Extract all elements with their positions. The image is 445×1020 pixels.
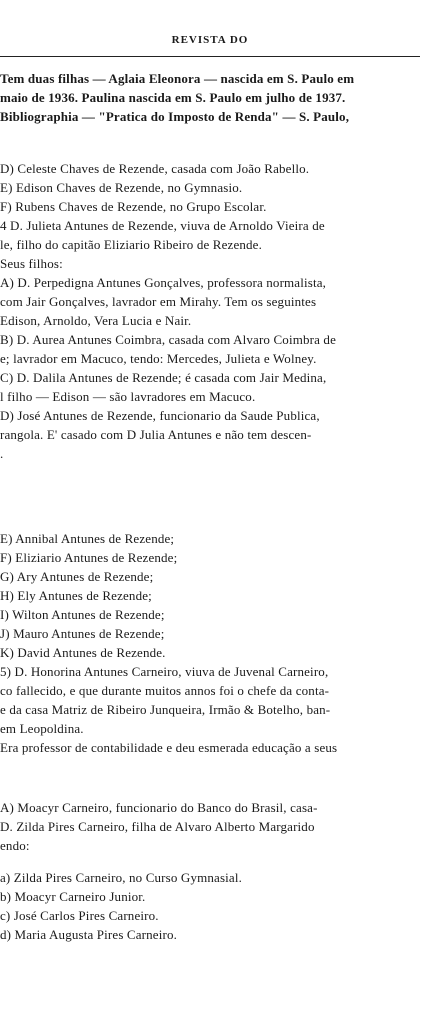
text-line: 4 D. Julieta Antunes de Rezende, viuva de Arnoldo Vieira de bbox=[0, 218, 325, 233]
text-line: A) D. Perpedigna Antunes Gonçalves, professora normalista, bbox=[0, 275, 327, 290]
paragraph-daughters bbox=[0, 69, 420, 126]
text-line: E) Annibal Antunes de Rezende; bbox=[0, 531, 175, 546]
text-line: c) José Carlos Pires Carneiro. bbox=[0, 908, 159, 923]
running-header: REVISTA DO bbox=[171, 34, 249, 46]
text-line: e da casa Matriz de Ribeiro Junqueira, Irmão & Botelho, ban- bbox=[0, 702, 331, 717]
text-line: Seus filhos: bbox=[0, 256, 63, 271]
paragraph-moacyr-children bbox=[0, 868, 420, 944]
text-line: J) Mauro Antunes de Rezende; bbox=[0, 626, 165, 641]
text-line: I) Wilton Antunes de Rezende; bbox=[0, 607, 165, 622]
text-line: l filho — Edison — são lavradores em Macuco. bbox=[0, 389, 256, 404]
text-line: endo: bbox=[0, 838, 30, 853]
text-line: b) Moacyr Carneiro Junior. bbox=[0, 889, 146, 904]
text-line: em Leopoldina. bbox=[0, 721, 84, 736]
paragraph-rezende-family bbox=[0, 159, 420, 463]
text-line: D) José Antunes de Rezende, funcionario da Saude Publica, bbox=[0, 408, 320, 423]
text-line: C) D. Dalila Antunes de Rezende; é casada com Jair Medina, bbox=[0, 370, 327, 385]
text-line: d) Maria Augusta Pires Carneiro. bbox=[0, 927, 178, 942]
text-line: co fallecido, e que durante muitos annos foi o chefe da conta- bbox=[0, 683, 330, 698]
text-line: D. Zilda Pires Carneiro, filha de Alvaro Alberto Margarido bbox=[0, 819, 315, 834]
text-line: . bbox=[0, 446, 4, 461]
paragraph-antunes-list bbox=[0, 529, 420, 757]
text-line: K) David Antunes de Rezende. bbox=[0, 645, 166, 660]
text-line: B) D. Aurea Antunes Coimbra, casada com Alvaro Coimbra de bbox=[0, 332, 336, 347]
text-line: F) Rubens Chaves de Rezende, no Grupo Escolar. bbox=[0, 199, 267, 214]
header-rule bbox=[0, 56, 420, 57]
text-line: e; lavrador em Macuco, tendo: Mercedes, Julieta e Wolney. bbox=[0, 351, 317, 366]
text-line: Bibliographia — "Pratica do Imposto de Renda" — S. Paulo, bbox=[0, 109, 350, 124]
paragraph-moacyr bbox=[0, 798, 420, 855]
text-line: Tem duas filhas — Aglaia Eleonora — nascida em S. Paulo em bbox=[0, 71, 355, 86]
text-line: F) Eliziario Antunes de Rezende; bbox=[0, 550, 178, 565]
text-line: maio de 1936. Paulina nascida em S. Paulo em julho de 1937. bbox=[0, 90, 346, 105]
text-line: Era professor de contabilidade e deu esmerada educação a seus bbox=[0, 740, 338, 755]
text-line: com Jair Gonçalves, lavrador em Mirahy. Tem os seguintes bbox=[0, 294, 317, 309]
text-line: H) Ely Antunes de Rezende; bbox=[0, 588, 152, 603]
text-line: D) Celeste Chaves de Rezende, casada com João Rabello. bbox=[0, 161, 310, 176]
text-line: Edison, Arnoldo, Vera Lucia e Nair. bbox=[0, 313, 192, 328]
text-line: G) Ary Antunes de Rezende; bbox=[0, 569, 154, 584]
text-line: rangola. E' casado com D Julia Antunes e não tem descen- bbox=[0, 427, 312, 442]
text-line: A) Moacyr Carneiro, funcionario do Banco do Brasil, casa- bbox=[0, 800, 318, 815]
text-line: a) Zilda Pires Carneiro, no Curso Gymnasial. bbox=[0, 870, 242, 885]
text-line: le, filho do capitão Eliziario Ribeiro de Rezende. bbox=[0, 237, 262, 252]
text-line: E) Edison Chaves de Rezende, no Gymnasio. bbox=[0, 180, 243, 195]
text-line: 5) D. Honorina Antunes Carneiro, viuva de Juvenal Carneiro, bbox=[0, 664, 329, 679]
